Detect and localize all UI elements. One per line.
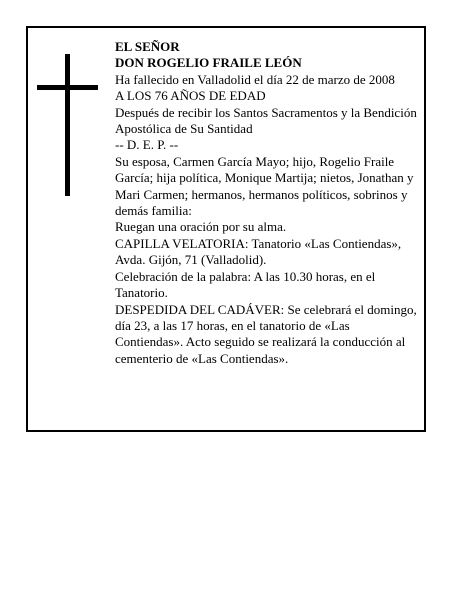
sacraments-line: Después de recibir los Santos Sacramentos y la Bendición Apostólica de Su Santidad	[115, 104, 417, 137]
obituary-text	[115, 39, 421, 367]
prayer-line: Ruegan una oración por su alma.	[115, 219, 287, 235]
family-line: Su esposa, Carmen García Mayo; hijo, Rogelio Fraile García; hija política, Monique Martija; nietos, Jonathan y Mari Carmen; hermanos, hermanos políticos, sobrinos y demás familia:	[115, 153, 414, 219]
celebration-line: Celebración de la palabra: A las 10.30 horas, en el Tanatorio.	[115, 268, 376, 301]
death-date-line: Ha fallecido en Valladolid el día 22 de marzo de 2008	[115, 71, 395, 87]
age-line: A LOS 76 AÑOS DE EDAD	[115, 88, 266, 104]
rip-line: -- D. E. P. --	[115, 137, 179, 153]
cross-horizontal-bar	[37, 85, 98, 90]
cross-vertical-bar	[65, 54, 70, 196]
chapel-line: CAPILLA VELATORIA: Tanatorio «Las Contiendas», Avda. Gijón, 71 (Valladolid).	[115, 235, 402, 268]
deceased-name: DON ROGELIO FRAILE LEÓN	[115, 55, 302, 71]
farewell-line: DESPEDIDA DEL CADÁVER: Se celebrará el domingo, día 23, a las 17 horas, en el tanatorio de «Las Contiendas». Acto seguido se realizará la conducción al cementerio de «Las Contiendas».	[115, 301, 417, 366]
notice-title-line1: EL SEÑOR	[115, 39, 180, 54]
